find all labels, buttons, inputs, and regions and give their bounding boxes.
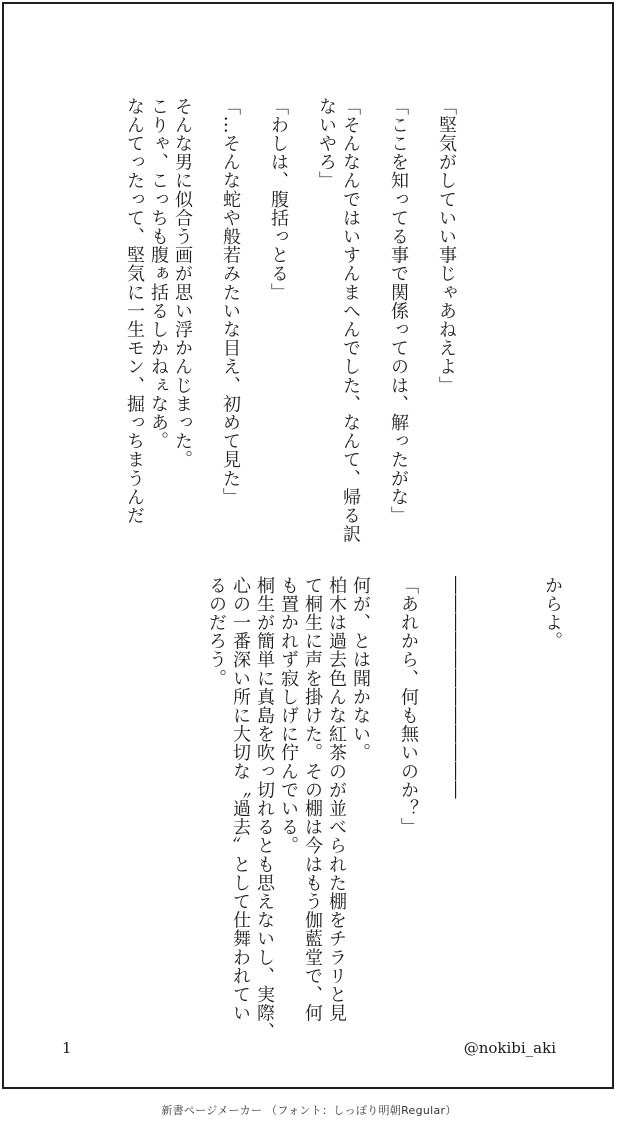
generator-credit: 新書ページメーカー （フォント：しっぽり明朝Regular） [161, 1104, 457, 1117]
author-handle: @nokibi_aki [463, 1039, 556, 1057]
page-number: 1 [62, 1039, 72, 1057]
page-frame [2, 2, 614, 1089]
vertical-text-block-top: 「堅気がしていい事じゃあねえよ」 「ここを知ってる事で関係ってのは、解ったがな」 「そんなんではいすんまへんでした、なんて、帰る訳 ないやろ」 「わしは、腹括っとる」 「…そんな蛇や般若みたいな目え、初めて見た」 そんな男に似合う画が思い浮かんじまった。 こりゃ、こっちも腹ぁ括るしかねぇなあ。 なんてったって、堅気に一生モン、掘っちまうんだ [124, 97, 457, 544]
vertical-text-block-bottom: からよ。 ―――――――――――― 「あれから、何も無いのか？」 何が、とは聞かない。 柏木は過去色んな紅茶のが並べられた棚をチラリと見 て桐生に声を掛けた。その棚は今はもう伽藍堂で、何 も置かれず寂しげに佇んでいる。 桐生が簡単に真島を吹っ切れるとも思えないし、実際、 心の一番深い所に大切な〝過去〟として仕舞われてい るのだろう。 [206, 576, 563, 1041]
